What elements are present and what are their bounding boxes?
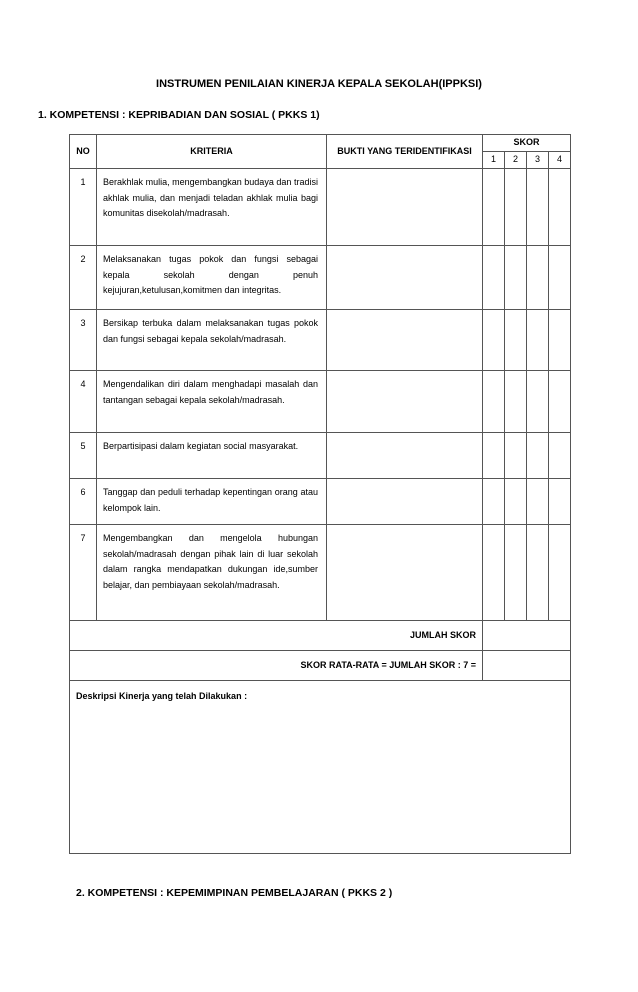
row-kriteria: Bersikap terbuka dalam melaksanakan tugas pokok dan fungsi sebagai kepala sekolah/madrasah.: [97, 310, 327, 371]
skor-cell-2[interactable]: [505, 246, 527, 310]
skor-cell-4[interactable]: [549, 433, 571, 479]
skor-cell-2[interactable]: [505, 433, 527, 479]
table-row: [70, 525, 571, 621]
row-kriteria: Mengembangkan dan mengelola hubungan sekolah/madrasah dengan pihak lain di luar sekolah dalam rangka mendapatkan dukungan ide,sumber belajar, dan pembiayaan sekolah/madrasah.: [97, 525, 327, 621]
skor-cell-1[interactable]: [483, 525, 505, 621]
header-skor: SKOR: [483, 135, 571, 152]
bukti-cell[interactable]: [327, 371, 483, 433]
row-number: 1: [70, 169, 97, 246]
table-row: [70, 371, 571, 433]
jumlah-skor-row: [70, 621, 571, 651]
assessment-table: [69, 134, 571, 854]
row-number: 3: [70, 310, 97, 371]
bukti-cell[interactable]: [327, 479, 483, 525]
rata-rata-label: SKOR RATA-RATA = JUMLAH SKOR : 7 =: [70, 651, 483, 681]
bukti-cell[interactable]: [327, 433, 483, 479]
row-kriteria: Berakhlak mulia, mengembangkan budaya dan tradisi akhlak mulia, dan menjadi teladan akhlak mulia bagi komunitas disekolah/madrasah.: [97, 169, 327, 246]
table-row: [70, 310, 571, 371]
skor-cell-4[interactable]: [549, 371, 571, 433]
row-kriteria: Melaksanakan tugas pokok dan fungsi sebagai kepala sekolah dengan penuh kejujuran,ketulusan,komitmen dan integritas.: [97, 246, 327, 310]
skor-cell-3[interactable]: [527, 479, 549, 525]
bukti-cell[interactable]: [327, 525, 483, 621]
skor-cell-4[interactable]: [549, 246, 571, 310]
skor-cell-1[interactable]: [483, 371, 505, 433]
section-2-heading: 2. KOMPETENSI : KEPEMIMPINAN PEMBELAJARAN ( PKKS 2 ): [76, 887, 393, 899]
table-row: [70, 169, 571, 246]
row-number: 2: [70, 246, 97, 310]
bukti-cell[interactable]: [327, 310, 483, 371]
skor-cell-4[interactable]: [549, 525, 571, 621]
row-kriteria: Mengendalikan diri dalam menghadapi masalah dan tantangan sebagai kepala sekolah/madrasah.: [97, 371, 327, 433]
row-number: 5: [70, 433, 97, 479]
skor-level-4: 4: [549, 152, 571, 169]
skor-cell-3[interactable]: [527, 525, 549, 621]
document-title: INSTRUMEN PENILAIAN KINERJA KEPALA SEKOLAH(IPPKSI): [156, 78, 482, 90]
skor-cell-3[interactable]: [527, 433, 549, 479]
skor-cell-1[interactable]: [483, 433, 505, 479]
skor-cell-1[interactable]: [483, 246, 505, 310]
rata-rata-row: [70, 651, 571, 681]
skor-level-2: 2: [505, 152, 527, 169]
skor-cell-4[interactable]: [549, 479, 571, 525]
skor-cell-3[interactable]: [527, 246, 549, 310]
skor-cell-4[interactable]: [549, 169, 571, 246]
skor-level-3: 3: [527, 152, 549, 169]
bukti-cell[interactable]: [327, 169, 483, 246]
row-number: 7: [70, 525, 97, 621]
bukti-cell[interactable]: [327, 246, 483, 310]
rata-rata-value-cell[interactable]: [483, 651, 571, 681]
skor-cell-2[interactable]: [505, 310, 527, 371]
row-number: 6: [70, 479, 97, 525]
skor-cell-1[interactable]: [483, 310, 505, 371]
skor-cell-2[interactable]: [505, 371, 527, 433]
header-kriteria: KRITERIA: [97, 135, 327, 169]
deskripsi-row: [70, 681, 571, 854]
deskripsi-label: Deskripsi Kinerja yang telah Dilakukan :: [76, 691, 248, 701]
table-row: [70, 433, 571, 479]
skor-level-1: 1: [483, 152, 505, 169]
skor-cell-1[interactable]: [483, 169, 505, 246]
skor-cell-2[interactable]: [505, 479, 527, 525]
jumlah-skor-label: JUMLAH SKOR: [70, 621, 483, 651]
skor-cell-1[interactable]: [483, 479, 505, 525]
skor-cell-3[interactable]: [527, 310, 549, 371]
row-kriteria: Berpartisipasi dalam kegiatan social masyarakat.: [97, 433, 327, 479]
header-no: NO: [70, 135, 97, 169]
table-row: [70, 479, 571, 525]
header-bukti: BUKTI YANG TERIDENTIFIKASI: [327, 135, 483, 169]
row-number: 4: [70, 371, 97, 433]
section-1-heading: 1. KOMPETENSI : KEPRIBADIAN DAN SOSIAL ( PKKS 1): [38, 109, 320, 121]
skor-cell-3[interactable]: [527, 169, 549, 246]
jumlah-skor-value-cell[interactable]: [483, 621, 571, 651]
table-row: [70, 246, 571, 310]
row-kriteria: Tanggap dan peduli terhadap kepentingan orang atau kelompok lain.: [97, 479, 327, 525]
skor-cell-2[interactable]: [505, 525, 527, 621]
skor-cell-4[interactable]: [549, 310, 571, 371]
skor-cell-3[interactable]: [527, 371, 549, 433]
header-row: [70, 135, 571, 152]
deskripsi-cell[interactable]: [70, 681, 571, 854]
skor-cell-2[interactable]: [505, 169, 527, 246]
